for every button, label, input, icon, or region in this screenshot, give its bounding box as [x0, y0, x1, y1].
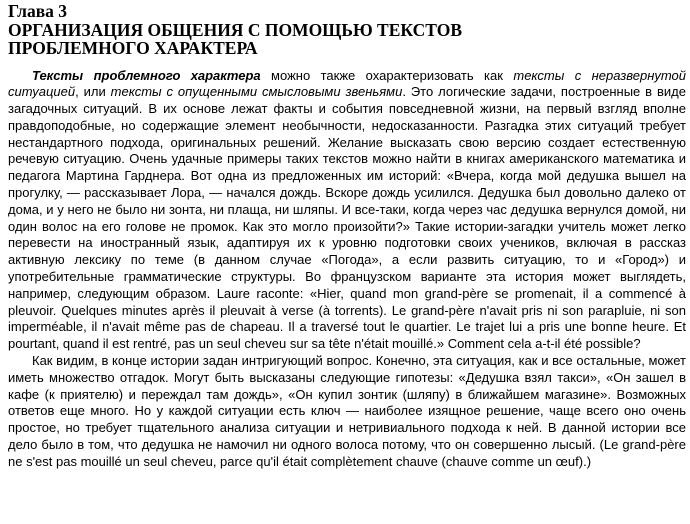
paragraph-1 [8, 68, 686, 354]
term-omitted-links: тексты с опущенными смысловыми звеньями [110, 84, 403, 100]
chapter-title-line-1: ОРГАНИЗАЦИЯ ОБЩЕНИЯ С ПОМОЩЬЮ ТЕКСТОВ [8, 19, 463, 40]
chapter-title-line-2: ПРОБЛЕМНОГО ХАРАКТЕРА [8, 38, 258, 58]
paragraph-1-segment: . Это логические задачи, построенные в виде загадочных ситуаций. В их основе лежат факты и события повседневной жизни, на первый взгляд вполне правдоподобные, но содержащие элемент необычности, недосказанности. Разгадка этих ситуаций требует нестандартного подхода, оригинальных решений. Желание высказать свою версию создает естественную речевую ситуацию. Очень удачные примеры таких текстов можно найти в книгах американского математика и педагога Мартина Гарднера. Вот одна из предложенных им историй: «Вчера, когда мой дедушка вышел на прогулку, — рассказывает Лора, — начался дождь. Вскоре дождь усилился. Дедушка был довольно далеко от дома, и у него не было ни зонта, ни плаща, ни шляпы. И все-таки, когда через час дедушка вернулся домой, ни один волос на его голове не промок. Как это могло произойти?» Такие истории-загадки учитель может легко перевести на иностранный язык, адаптируя их к уровню подготовки своих учеников, включая в рассказ активную лексику по теме (в данном случае «Погода», а если развить ситуацию, то и «Город») и употребительные грамматические структуры. Во французском варианте эта история может выглядеть, например, следующим образом. Laure raconte: «Hier, quand mon grand-père se promenait, il a commencé à pleuvoir. Quelques minutes après il pleuvait à verse (à torrents). Le grand-père n'avait pris ni son parapluie, ni son imperméable, il n'avait même pas de chapeau. Il a traversé tout le quartier. Le trajet lui a pris une bonne heure. Et pourtant, quand il est rentré, pas un seul cheveu sur sa tête n'était mouillé.» Comment cela a-t-il été possible? [8, 84, 686, 352]
body-text [8, 68, 686, 471]
term-problem-texts: Тексты проблемного характера [32, 67, 261, 83]
document-page [8, 2, 686, 471]
paragraph-2: Как видим, в конце истории задан интригующий вопрос. Конечно, эта ситуация, как и все остальные, может иметь множество отгадок. Могут быть высказаны следующие гипотезы: «Дедушка взял такси», «Он зашел в кафе (к приятелю) и переждал там дождь», «Он купил зонтик (шляпу) в ближайшем магазине». Возможных ответов еще много. Но у каждой ситуации есть ключ — наиболее изящное решение, чаще всего оно очень простое, но требует тщательного анализа ситуации и нетривиального подхода к ней. В данной истории все дело было в том, что дедушка не намочил ни одного волоса потому, что он совершенно лысый. (Le grand-père ne s'est pas mouillé un seul cheveu, parce qu'il était complètement chauve (chauve comme un œuf).) [8, 353, 686, 469]
paragraph-1-segment: , или [75, 84, 111, 100]
chapter-heading [8, 2, 686, 58]
term-undeveloped-situation: тексты с неразвернутой ситуацией [8, 67, 686, 100]
paragraph-1-segment: можно также охарактеризовать как [260, 67, 514, 83]
chapter-number: Глава 3 [8, 1, 68, 21]
